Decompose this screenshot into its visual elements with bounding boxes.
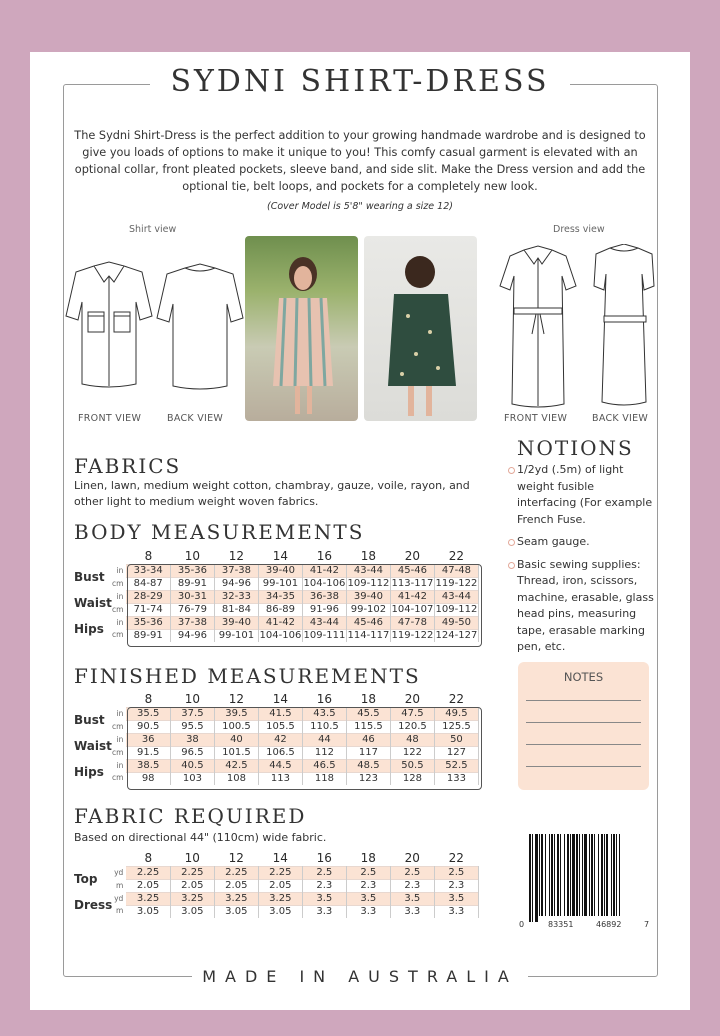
table-cell: 3.3: [434, 905, 478, 918]
unit-label: in: [112, 759, 126, 772]
table-cell: 47-48: [434, 564, 478, 577]
dress-back-label: BACK VIEW: [592, 413, 649, 424]
table-cell: 34-35: [258, 590, 302, 603]
shirt-front-sketch: [64, 258, 154, 398]
dress-front-sketch: [498, 244, 578, 410]
notes-label: NOTES: [563, 670, 604, 684]
size-header: 20: [404, 850, 420, 865]
unit-label: yd: [112, 892, 126, 905]
table-cell: 3.25: [126, 892, 170, 905]
table-cell: 125.5: [434, 720, 478, 733]
table-cell: 50: [434, 733, 478, 746]
pattern-title: SYDNI SHIRT-DRESS: [150, 64, 570, 99]
table-cell: 2.05: [258, 879, 302, 892]
table-cell: 3.25: [170, 892, 214, 905]
unit-label: in: [112, 733, 126, 746]
notion-item: Seam gauge.: [508, 534, 654, 551]
table-cell: 43-44: [434, 590, 478, 603]
table-cell: 104-107: [391, 603, 434, 615]
barcode: [517, 830, 652, 934]
barcode-digit-end: 7: [644, 920, 650, 929]
table-cell: 43-44: [302, 616, 346, 629]
size-header: 10: [184, 548, 201, 563]
unit-label: m: [112, 905, 126, 918]
table-cell: 84-87: [126, 577, 170, 590]
table-cell: 2.25: [126, 866, 170, 879]
dress-back-sketch: [584, 244, 664, 410]
table-cell: 3.05: [170, 905, 214, 918]
finished-measurements-heading: FINISHED MEASUREMENTS: [74, 664, 421, 688]
notion-item: Basic sewing supplies: Thread, iron, scissors, machine, erasable, glass head pins, measuring tape, erasable marking pen, etc.: [508, 557, 654, 656]
size-header: 10: [184, 691, 201, 706]
shirt-front-label: FRONT VIEW: [78, 413, 142, 424]
notes-line: [526, 766, 641, 767]
shirt-back-label: BACK VIEW: [167, 413, 224, 424]
model-photo-front: [245, 236, 358, 421]
footer: [60, 967, 660, 986]
table-cell: 3.3: [346, 905, 390, 918]
table-cell: 2.05: [170, 879, 214, 892]
shirt-view-label: Shirt view: [129, 224, 177, 235]
size-header: 22: [448, 691, 465, 706]
size-header: 12: [228, 548, 245, 563]
table-cell: 41-42: [258, 616, 302, 629]
table-cell: 113-117: [391, 577, 434, 589]
row-label: Bust: [72, 564, 112, 590]
table-cell: 37-38: [170, 616, 214, 629]
table-cell: 42: [258, 733, 302, 746]
table-cell: 44: [302, 733, 346, 746]
size-header: 16: [316, 691, 333, 706]
table-cell: 47-78: [390, 616, 434, 629]
table-cell: 32-33: [214, 590, 258, 603]
table-cell: 3.05: [126, 905, 170, 918]
table-cell: 123: [346, 772, 390, 785]
unit-label: cm: [112, 746, 126, 759]
table-cell: 118: [302, 772, 346, 785]
size-header: 10: [184, 850, 200, 865]
row-label: Waist: [72, 733, 112, 759]
table-cell: 109-111: [303, 629, 346, 641]
notes-line: [526, 722, 641, 723]
barcode-digits-right: 46892: [596, 920, 622, 929]
table-cell: 103: [170, 772, 214, 785]
table-cell: 36-38: [302, 590, 346, 603]
table-cell: 99-101: [258, 577, 302, 590]
notes-line: [526, 744, 641, 745]
dress-view-label: Dress view: [553, 224, 605, 235]
table-cell: 50.5: [390, 759, 434, 772]
row-label: Hips: [72, 616, 112, 642]
intro-text: The Sydni Shirt-Dress is the perfect addition to your growing handmade wardrobe and is designed to give you loads of options to make it unique to you! This comfy casual garment is elevated with an optional collar, front pleated pockets, sleeve band, and side slit. Make the Dress version and add the optional tie, belt loops, and pockets for a completely new look.: [74, 129, 646, 193]
table-cell: 3.5: [302, 892, 346, 905]
table-cell: 48: [390, 733, 434, 746]
table-cell: 47.5: [390, 707, 434, 720]
table-cell: 43.5: [302, 707, 346, 720]
table-cell: 133: [434, 772, 478, 785]
table-cell: 49.5: [434, 707, 478, 720]
table-cell: 2.5: [434, 866, 478, 879]
table-cell: 2.5: [390, 866, 434, 879]
table-cell: 52.5: [434, 759, 478, 772]
table-cell: 45-46: [346, 616, 390, 629]
unit-label: in: [112, 564, 126, 577]
table-cell: 2.25: [170, 866, 214, 879]
size-header: 18: [360, 548, 377, 563]
table-cell: 36: [126, 733, 170, 746]
table-cell: 109-112: [435, 603, 478, 615]
unit-label: cm: [112, 720, 126, 733]
table-cell: 41-42: [302, 564, 346, 577]
table-cell: 99-102: [346, 603, 390, 616]
unit-label: in: [112, 590, 126, 603]
table-cell: 119-122: [435, 577, 478, 589]
table-cell: 37.5: [170, 707, 214, 720]
table-cell: 108: [214, 772, 258, 785]
table-cell: 41-42: [390, 590, 434, 603]
row-label: Bust: [72, 707, 112, 733]
table-cell: 99-101: [214, 629, 258, 642]
notes-box: [518, 662, 649, 790]
table-cell: 98: [126, 772, 170, 785]
notions-list: [508, 462, 654, 662]
table-cell: 45.5: [346, 707, 390, 720]
table-cell: 28-29: [126, 590, 170, 603]
table-cell: 3.05: [214, 905, 258, 918]
unit-label: in: [112, 616, 126, 629]
table-cell: 76-79: [170, 603, 214, 616]
table-cell: 39-40: [258, 564, 302, 577]
table-cell: 115.5: [346, 720, 390, 733]
table-cell: 3.5: [434, 892, 478, 905]
table-cell: 44.5: [258, 759, 302, 772]
row-label: Hips: [72, 759, 112, 785]
table-cell: 81-84: [214, 603, 258, 616]
table-cell: 104-106: [303, 577, 346, 589]
size-header: 20: [404, 691, 421, 706]
size-header: 22: [448, 548, 465, 563]
fabrics-heading: FABRICS: [74, 454, 182, 478]
table-cell: 35-36: [126, 616, 170, 629]
size-header: 22: [448, 850, 464, 865]
table-cell: 2.3: [434, 879, 478, 892]
footer-text: MADE IN AUSTRALIA: [192, 967, 528, 986]
barcode-digits-left: 83351: [548, 920, 574, 929]
shirt-back-sketch: [155, 262, 245, 398]
fabric-required-heading: FABRIC REQUIRED: [74, 804, 307, 828]
unit-label: cm: [112, 772, 126, 785]
table-cell: 117: [346, 746, 390, 759]
table-cell: 37-38: [214, 564, 258, 577]
unit-label: cm: [112, 629, 126, 642]
table-cell: 39-40: [214, 616, 258, 629]
table-cell: 3.25: [258, 892, 302, 905]
size-header: 20: [404, 548, 421, 563]
table-cell: 49-50: [434, 616, 478, 629]
unit-label: yd: [112, 866, 126, 879]
table-cell: 86-89: [258, 603, 302, 616]
notes-line: [526, 700, 641, 701]
table-cell: 105.5: [258, 720, 302, 733]
table-cell: 43-44: [346, 564, 390, 577]
model-photo-back: [364, 236, 477, 421]
table-cell: 122: [390, 746, 434, 759]
barcode-digit-start: 0: [519, 920, 525, 929]
table-cell: 127: [434, 746, 478, 759]
table-cell: 112: [302, 746, 346, 759]
table-cell: 106.5: [258, 746, 302, 759]
table-cell: 2.5: [346, 866, 390, 879]
table-cell: 3.25: [214, 892, 258, 905]
table-cell: 89-91: [126, 629, 170, 642]
table-cell: 119-122: [391, 629, 434, 641]
body-measurements-heading: BODY MEASUREMENTS: [74, 520, 365, 544]
table-cell: 90.5: [126, 720, 170, 733]
table-cell: 94-96: [170, 629, 214, 642]
table-cell: 3.05: [258, 905, 302, 918]
body-measurements-table: [72, 548, 479, 642]
size-header: 8: [144, 691, 153, 706]
size-header: 12: [228, 691, 245, 706]
table-cell: 2.3: [390, 879, 434, 892]
table-cell: 110.5: [302, 720, 346, 733]
table-cell: 2.25: [214, 866, 258, 879]
table-cell: 48.5: [346, 759, 390, 772]
table-cell: 100.5: [214, 720, 258, 733]
table-cell: 94-96: [214, 577, 258, 590]
size-header: 14: [272, 691, 289, 706]
size-header: 14: [272, 850, 288, 865]
unit-label: cm: [112, 577, 126, 590]
fabric-required-note: Based on directional 44" (110cm) wide fabric.: [74, 831, 327, 844]
table-cell: 91.5: [126, 746, 170, 759]
table-cell: 124-127: [435, 629, 478, 641]
table-cell: 95.5: [170, 720, 214, 733]
unit-label: cm: [112, 603, 126, 616]
row-label: Top: [72, 866, 112, 892]
size-header: 16: [316, 548, 333, 563]
table-cell: 2.5: [302, 866, 346, 879]
table-cell: 41.5: [258, 707, 302, 720]
table-cell: 38.5: [126, 759, 170, 772]
table-cell: 46.5: [302, 759, 346, 772]
table-cell: 3.3: [302, 905, 346, 918]
finished-measurements-table: [72, 691, 479, 785]
table-cell: 101.5: [214, 746, 258, 759]
table-cell: 3.5: [346, 892, 390, 905]
notions-heading: NOTIONS: [517, 436, 634, 460]
table-cell: 3.5: [390, 892, 434, 905]
unit-label: in: [112, 707, 126, 720]
table-cell: 2.05: [214, 879, 258, 892]
table-cell: 89-91: [170, 577, 214, 590]
size-header: 14: [272, 548, 289, 563]
table-cell: 33-34: [126, 564, 170, 577]
size-header: 18: [360, 691, 377, 706]
table-cell: 38: [170, 733, 214, 746]
table-cell: 2.3: [346, 879, 390, 892]
table-cell: 42.5: [214, 759, 258, 772]
notion-item: 1/2yd (.5m) of light weight fusible interfacing (For example French Fuse.: [508, 462, 654, 528]
table-cell: 39.5: [214, 707, 258, 720]
row-label: Waist: [72, 590, 112, 616]
table-cell: 2.25: [258, 866, 302, 879]
table-cell: 2.3: [302, 879, 346, 892]
table-cell: 104-106: [259, 629, 302, 641]
unit-label: m: [112, 879, 126, 892]
dress-front-label: FRONT VIEW: [504, 413, 568, 424]
table-cell: 40: [214, 733, 258, 746]
table-cell: 40.5: [170, 759, 214, 772]
table-cell: 35.5: [126, 707, 170, 720]
table-cell: 3.3: [390, 905, 434, 918]
size-header: 18: [360, 850, 376, 865]
table-cell: 91-96: [302, 603, 346, 616]
table-cell: 96.5: [170, 746, 214, 759]
table-cell: 46: [346, 733, 390, 746]
table-cell: 35-36: [170, 564, 214, 577]
table-cell: 128: [390, 772, 434, 785]
size-header: 12: [228, 850, 244, 865]
fabric-required-table: [72, 850, 479, 918]
table-cell: 71-74: [126, 603, 170, 616]
cover-note: (Cover Model is 5'8" wearing a size 12): [267, 201, 453, 212]
table-cell: 114-117: [347, 629, 390, 641]
size-header: 16: [316, 850, 332, 865]
table-cell: 2.05: [126, 879, 170, 892]
row-label: Dress: [72, 892, 112, 918]
size-header: 8: [144, 850, 153, 865]
table-cell: 45-46: [390, 564, 434, 577]
table-cell: 109-112: [347, 577, 390, 589]
fabrics-text: Linen, lawn, medium weight cotton, chambray, gauze, voile, rayon, and other light to medium weight woven fabrics.: [74, 479, 470, 508]
size-header: 8: [144, 548, 153, 563]
table-cell: 39-40: [346, 590, 390, 603]
table-cell: 120.5: [390, 720, 434, 733]
table-cell: 30-31: [170, 590, 214, 603]
table-cell: 113: [258, 772, 302, 785]
